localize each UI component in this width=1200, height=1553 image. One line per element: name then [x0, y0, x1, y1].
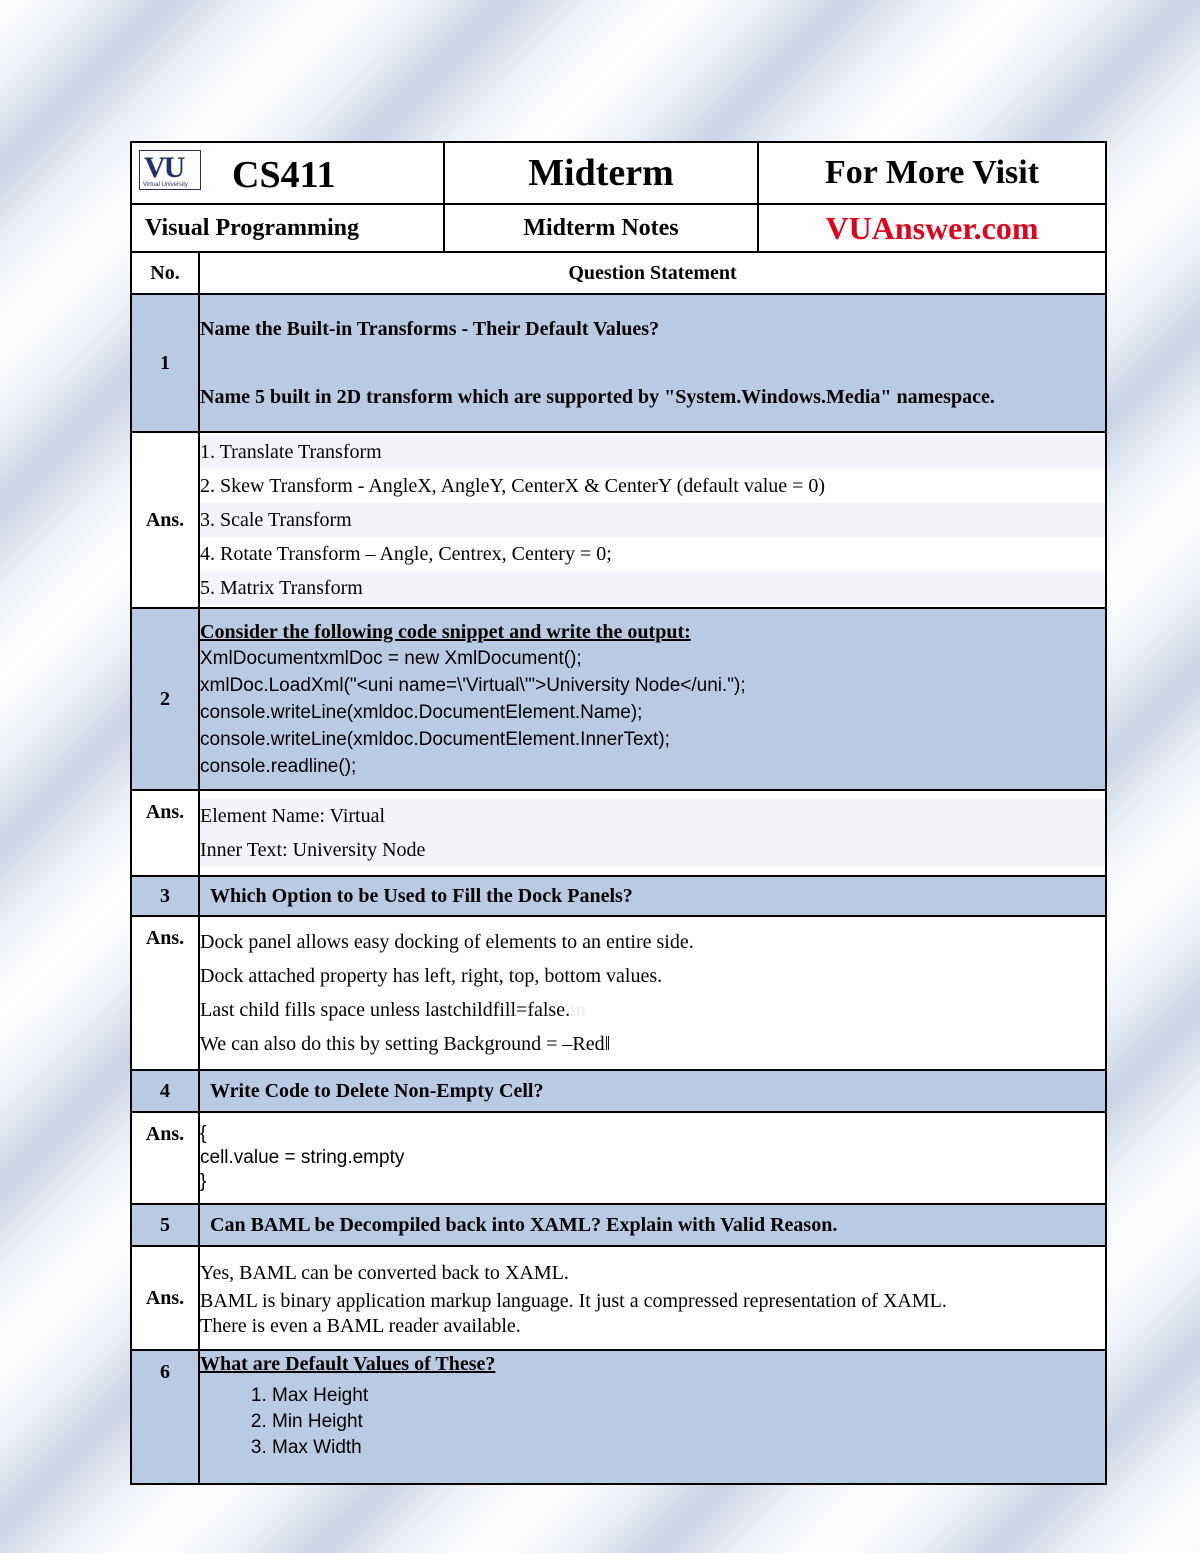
- question-text: [199, 608, 1106, 790]
- logo-cell: [131, 142, 444, 204]
- column-header-row: [131, 252, 1106, 294]
- answer-line-with-ghost: [200, 993, 1105, 1027]
- vu-logo: [139, 150, 201, 190]
- question-title: Consider the following code snippet and write the output:: [200, 620, 691, 643]
- question-number: 6: [131, 1350, 199, 1484]
- answer-line: Element Name: Virtual: [200, 799, 1105, 833]
- question-text: [199, 294, 1106, 432]
- course-code: CS411: [232, 154, 336, 196]
- answer-line: cell.value = string.empty: [200, 1147, 405, 1168]
- question-title: Can BAML be Decompiled back into XAML? Explain with Valid Reason.: [199, 1204, 1106, 1246]
- answer-line: 2. Skew Transform - AngleX, AngleY, CenterX & CenterY (default value = 0): [200, 475, 826, 497]
- course-name: Visual Programming: [131, 204, 444, 252]
- notes-table: [130, 141, 1107, 1485]
- visit-label: For More Visit: [758, 142, 1106, 204]
- answer-line: 1. Translate Transform: [200, 435, 1105, 469]
- ghost-text: in: [570, 999, 586, 1021]
- question-number: 2: [131, 608, 199, 790]
- question-row: [131, 1204, 1106, 1246]
- question-number: 3: [131, 876, 199, 916]
- answer-line: Inner Text: University Node: [200, 833, 1105, 867]
- question-title: Write Code to Delete Non-Empty Cell?: [199, 1070, 1106, 1112]
- answer-line: We can also do this by setting Background = –Red‖: [200, 1033, 611, 1055]
- number-column-header: No.: [131, 252, 199, 294]
- answer-text: [199, 432, 1106, 608]
- header-row-1: [131, 142, 1106, 204]
- website-link[interactable]: VUAnswer.com: [758, 204, 1106, 252]
- question-detail: Name 5 built in 2D transform which are supported by "System.Windows.Media" namespace.: [200, 386, 995, 408]
- question-number: 1: [131, 294, 199, 432]
- question-text: [199, 1350, 1106, 1484]
- answer-text: [199, 916, 1106, 1070]
- answer-line: Yes, BAML can be converted back to XAML.: [200, 1262, 569, 1284]
- question-number: 5: [131, 1204, 199, 1246]
- header-row-2: [131, 204, 1106, 252]
- question-title: Which Option to be Used to Fill the Dock Panels?: [199, 876, 1106, 916]
- answer-label: Ans.: [131, 1246, 199, 1350]
- answer-label: Ans.: [131, 1112, 199, 1204]
- answer-line: There is even a BAML reader available.: [200, 1315, 521, 1337]
- answer-line: Dock panel allows easy docking of elements to an entire side.: [200, 931, 694, 953]
- answer-text: [199, 1246, 1106, 1350]
- answer-line: 4. Rotate Transform – Angle, Centrex, Centery = 0;: [200, 543, 612, 565]
- answer-row: [131, 790, 1106, 876]
- notes-label: Midterm Notes: [444, 204, 758, 252]
- answer-line: }: [200, 1171, 207, 1192]
- answer-line: {: [200, 1123, 207, 1144]
- answer-label: Ans.: [131, 790, 199, 876]
- question-row: [131, 1070, 1106, 1112]
- logo-subtext: Virtual University: [143, 182, 188, 188]
- list-item: 2. Min Height: [272, 1409, 1105, 1435]
- list-item: 1. Max Height: [272, 1383, 1105, 1409]
- code-line: console.writeLine(xmldoc.DocumentElement.Name);: [200, 701, 643, 723]
- question-row: [131, 1350, 1106, 1484]
- answer-text: [199, 790, 1106, 876]
- answer-line: Dock attached property has left, right, top, bottom values.: [200, 965, 663, 987]
- code-line: XmlDocumentxmlDoc = new XmlDocument();: [200, 647, 582, 669]
- ordered-list: [200, 1383, 1105, 1461]
- question-row: [131, 294, 1106, 432]
- question-row: [131, 608, 1106, 790]
- answer-line: 3. Scale Transform: [200, 503, 1105, 537]
- question-number: 4: [131, 1070, 199, 1112]
- answer-row: [131, 1246, 1106, 1350]
- answer-row: [131, 916, 1106, 1070]
- answer-row: [131, 1112, 1106, 1204]
- code-line: xmlDoc.LoadXml("<uni name=\'Virtual\'">University Node</uni.");: [200, 674, 746, 696]
- question-row: [131, 876, 1106, 916]
- answer-label: Ans.: [131, 432, 199, 608]
- logo-text: VU: [144, 151, 184, 184]
- answer-text: [199, 1112, 1106, 1204]
- question-title: What are Default Values of These?: [200, 1353, 496, 1375]
- answer-line: Last child fills space unless lastchildfill=false.: [200, 999, 571, 1021]
- answer-line: BAML is binary application markup language. It just a compressed representation of XAML.: [200, 1290, 947, 1312]
- answer-row: [131, 432, 1106, 608]
- statement-column-header: Question Statement: [199, 252, 1106, 294]
- question-title: Name the Built-in Transforms - Their Default Values?: [200, 318, 660, 340]
- answer-line: 5. Matrix Transform: [200, 571, 1105, 605]
- answer-label: Ans.: [131, 916, 199, 1070]
- list-item: 3. Max Width: [272, 1435, 1105, 1461]
- code-line: console.readline();: [200, 755, 357, 777]
- exam-title: Midterm: [444, 142, 758, 204]
- code-line: console.writeLine(xmldoc.DocumentElement.InnerText);: [200, 728, 670, 750]
